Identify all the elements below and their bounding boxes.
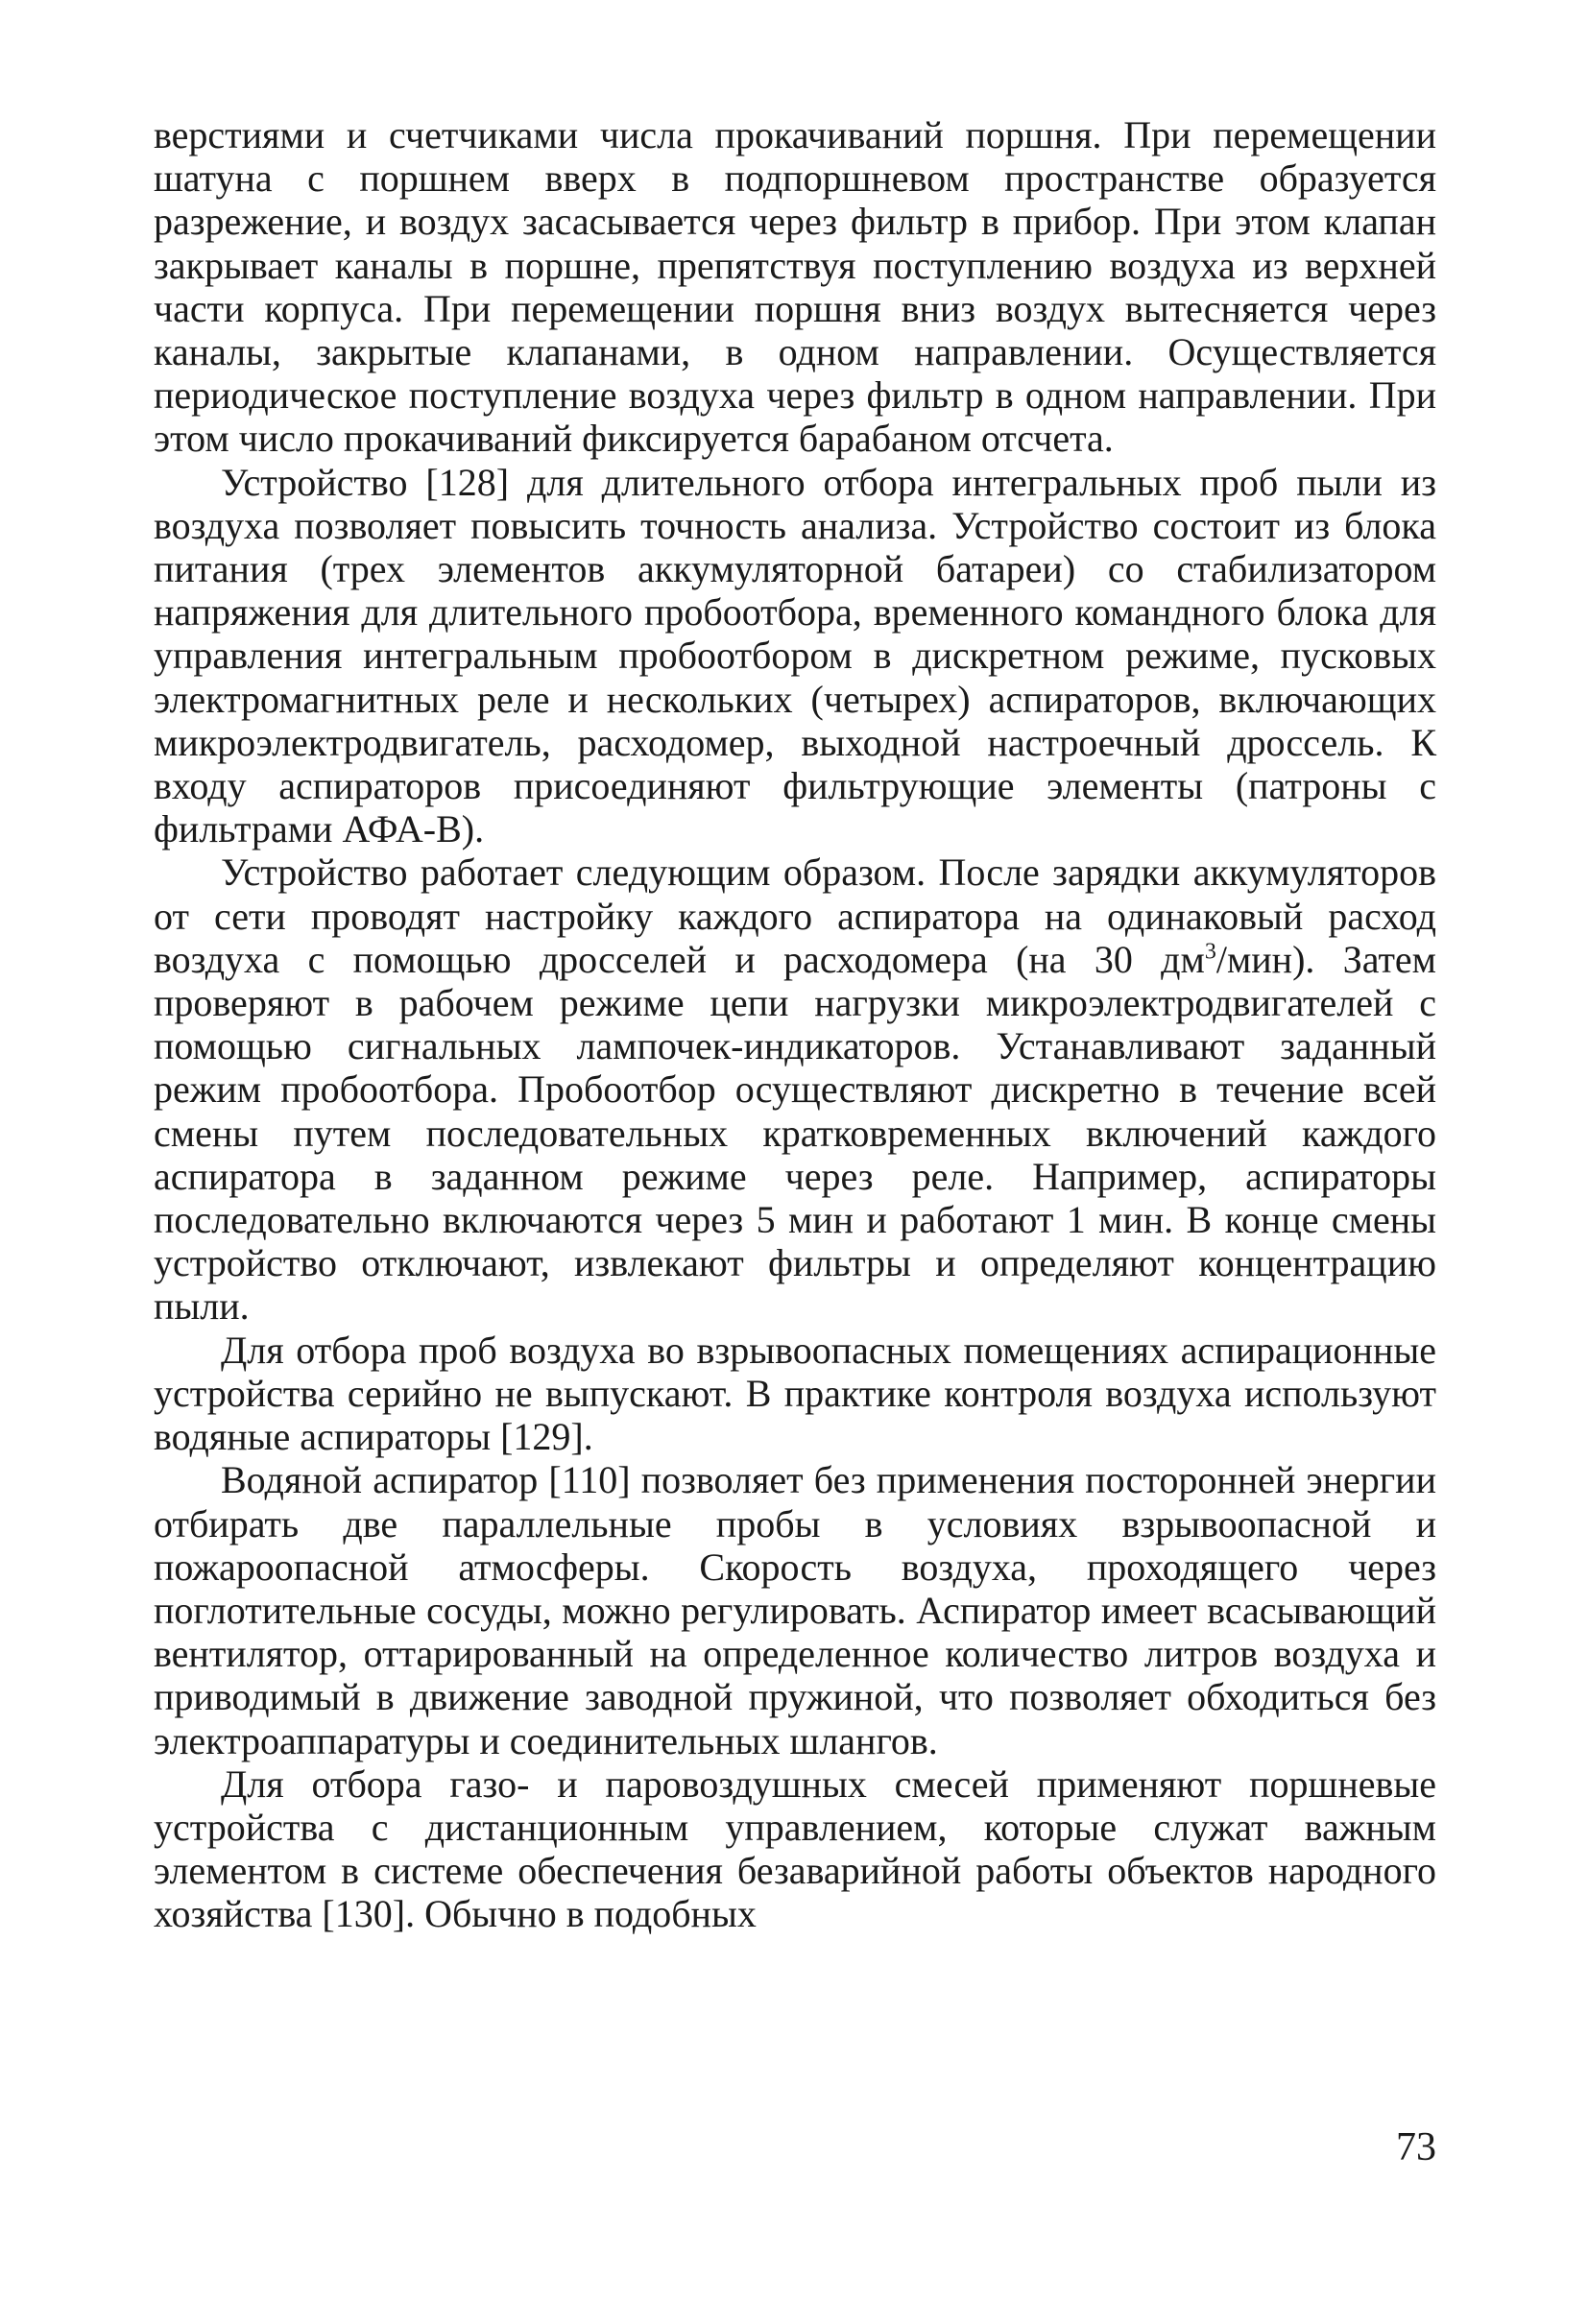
paragraph-3 [154, 851, 1436, 1328]
cubic-superscript: 3 [1204, 939, 1216, 965]
page-number: 73 [1396, 2125, 1436, 2169]
page-text [154, 113, 1436, 1936]
paragraph-2: Устройство [128] для длительного отбора интегральных проб пыли из воздуха позволяет повысить точность анализа. Устройство состоит из блока питания (трех элементов аккумуляторной батареи) со стабилизатором напряжения для длительного пробоотбора, временного командного блока для управления интегральным пробоотбором в дискретном режиме, пусковых электромагнитных реле и нескольких (четырех) аспираторов, включающих микроэлектродвигатель, расходомер, выходной настроечный дроссель. К входу аспираторов присоединяют фильтрующие элементы (патроны с фильтрами АФА-В). [154, 460, 1436, 851]
paragraph-5: Водяной аспиратор [110] позволяет без применения посторонней энергии отбирать две параллельные пробы в условиях взрывоопасной и пожароопасной атмосферы. Скорость воздуха, проходящего через поглотительные сосуды, можно регулировать. Аспиратор имеет всасывающий вентилятор, оттарированный на определенное количество литров воздуха и приводимый в движение заводной пружиной, что позволяет обходиться без электроаппаратуры и соединительных шлангов. [154, 1458, 1436, 1762]
paragraph-3-text-after: /мин). Затем проверяют в рабочем режиме цепи нагрузки микроэлектродвигателей с помощью сигнальных лампочек-индикаторов. Устанавливают заданный режим пробоотбора. Пробоотбор осуществляют дискретно в течение всей смены путем последовательных кратковременных включений каждого аспиратора в заданном режиме через реле. Например, аспираторы последовательно включаются через 5 мин и работают 1 мин. В конце смены устройство отключают, извлекают фильтры и определяют концентрацию пыли. [154, 937, 1436, 1329]
paragraph-1: верстиями и счетчиками числа прокачиваний поршня. При перемещении шатуна с поршнем вверх в подпоршневом пространстве образуется разрежение, и воздух засасывается через фильтр в прибор. При этом клапан закрывает каналы в поршне, препятствуя поступлению воздуха из верхней части корпуса. При перемещении поршня вниз воздух вытесняется через каналы, закрытые клапанами, в одном направлении. Осуществляется периодическое поступление воздуха через фильтр в одном направлении. При этом число прокачиваний фиксируется барабаном отсчета. [154, 113, 1436, 461]
paragraph-3-text-before: Устройство работает следующим образом. После зарядки аккумуляторов от сети проводят настройку каждого аспиратора на одинаковый расход воздуха с помощью дросселей и расходомера (на 30 дм [154, 851, 1436, 981]
paragraph-6: Для отбора газо- и паровоздушных смесей применяют поршневые устройства с дистанционным управлением, которые служат важным элементом в системе обеспечения безаварийной работы объектов народного хозяйства [130]. Обычно в подобных [154, 1761, 1436, 1936]
paragraph-4: Для отбора проб воздуха во взрывоопасных помещениях аспирационные устройства серийно не выпускают. В практике контроля воздуха используют водяные аспираторы [129]. [154, 1328, 1436, 1459]
